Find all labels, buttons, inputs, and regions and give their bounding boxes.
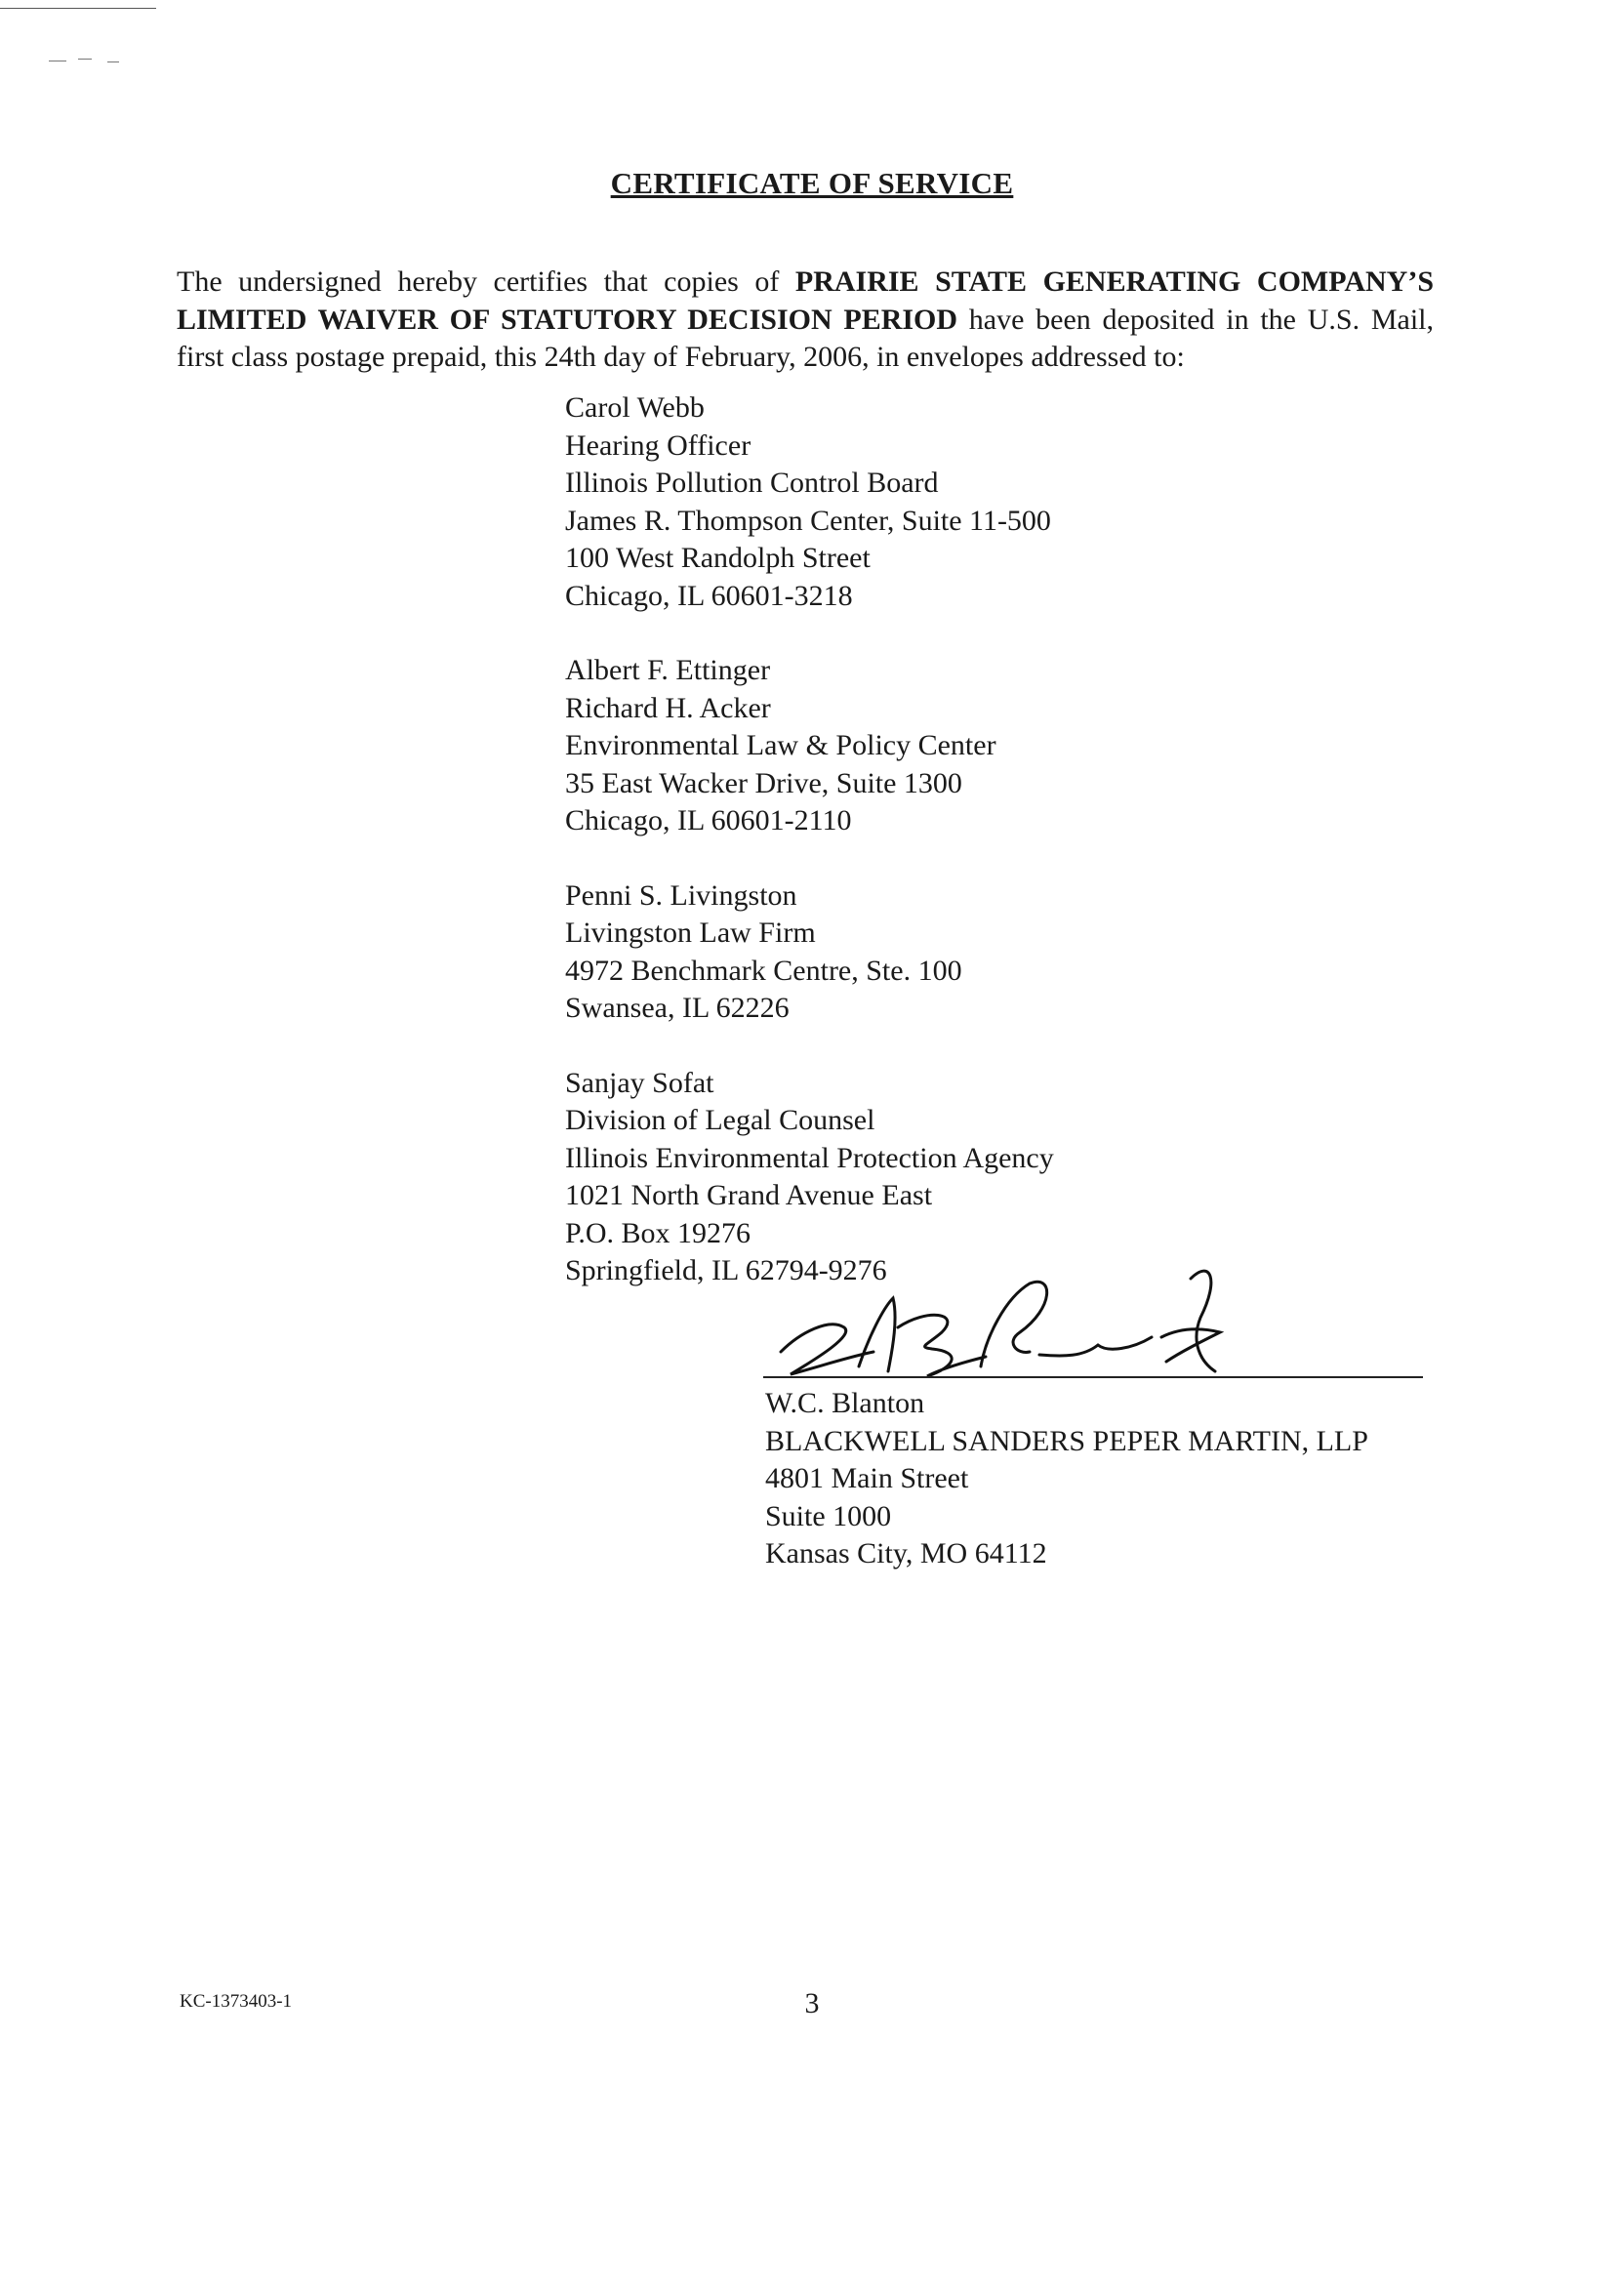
intro-text-start: The undersigned hereby certifies that copies of [177, 265, 795, 298]
address-line: 35 East Wacker Drive, Suite 1300 [565, 766, 962, 799]
address-line: 100 West Randolph Street [565, 542, 871, 574]
sender-street: 4801 Main Street [765, 1462, 969, 1494]
address-line: Carol Webb [565, 391, 705, 424]
address-line: Sanjay Sofat [565, 1066, 714, 1099]
address-line: Chicago, IL 60601-2110 [565, 804, 852, 836]
intro-text-end: have been deposited in the U.S. Mail, first class postage prepaid, this 24th day of February, 2006, in envelopes addressed to: [177, 303, 1434, 373]
recipient-address-block [565, 652, 1054, 840]
address-line: Swansea, IL 62226 [565, 992, 790, 1024]
address-line: Illinois Environmental Protection Agency [565, 1141, 1054, 1174]
sender-city: Kansas City, MO 64112 [765, 1537, 1047, 1569]
address-line: Albert F. Ettinger [565, 654, 771, 686]
sender-name: W.C. Blanton [765, 1387, 925, 1419]
page-number: 3 [804, 1987, 820, 2019]
address-line: Division of Legal Counsel [565, 1104, 875, 1136]
address-line: Penni S. Livingston [565, 878, 797, 912]
recipient-address-block [565, 389, 1054, 615]
scan-mark [107, 61, 119, 62]
handwritten-signature [761, 1259, 1425, 1386]
address-line: Hearing Officer [565, 428, 751, 462]
sender-firm: BLACKWELL SANDERS PEPER MARTIN, LLP [765, 1424, 1368, 1457]
document-title: CERTIFICATE OF SERVICE [610, 166, 1014, 200]
scan-mark [78, 59, 92, 60]
address-line: 4972 Benchmark Centre, Ste. 100 [565, 954, 962, 987]
address-line: Springfield, IL 62794-9276 [565, 1254, 887, 1286]
sender-suite: Suite 1000 [765, 1499, 892, 1532]
sender-address-block [765, 1385, 1368, 1573]
address-line: 1021 North Grand Avenue East [565, 1179, 933, 1211]
address-line: Richard H. Acker [565, 691, 771, 724]
document-id: KC-1373403-1 [180, 1991, 293, 2012]
document-name-bold: PRAIRIE STATE GENERATING COMPANY’S LIMITED WAIVER OF STATUTORY DECISION PERIOD [177, 265, 1435, 336]
address-line: Illinois Pollution Control Board [565, 467, 939, 499]
address-line: P.O. Box 19276 [565, 1216, 751, 1249]
certification-paragraph [177, 264, 1434, 377]
address-line: James R. Thompson Center, Suite 11-500 [565, 504, 1051, 537]
address-line: Environmental Law & Policy Center [565, 729, 996, 761]
recipient-list [565, 389, 1054, 1327]
scan-mark [0, 8, 156, 9]
signature-line [763, 1376, 1423, 1378]
recipient-address-block [565, 1065, 1054, 1290]
recipient-address-block [565, 877, 1054, 1028]
address-line: Chicago, IL 60601-3218 [565, 579, 853, 612]
address-line: Livingston Law Firm [565, 917, 816, 949]
